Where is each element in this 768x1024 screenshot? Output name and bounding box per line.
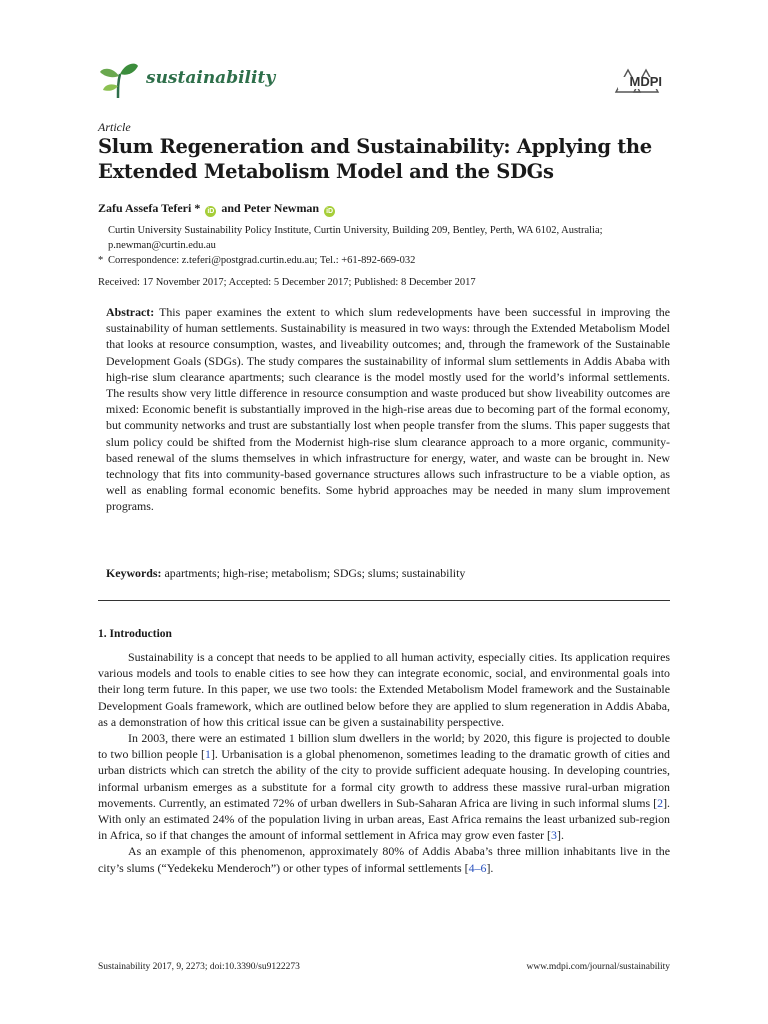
correspondence-marker: * [98, 255, 104, 266]
divider [98, 600, 670, 601]
author-list [98, 201, 337, 217]
paragraph-text: ]. [556, 828, 564, 843]
section-heading: 1. Introduction [98, 628, 172, 640]
correspondence: Correspondence: z.teferi@postgrad.curtin.edu.au; Tel.: +61-892-669-032 [108, 255, 416, 266]
correspondence-line [98, 253, 670, 268]
keywords-label: Keywords: [106, 566, 162, 580]
abstract [106, 304, 670, 515]
sprout-logo-icon [98, 60, 140, 100]
author-name: Zafu Assefa Teferi * [98, 201, 201, 215]
footer-citation: Sustainability 2017, 9, 2273; doi:10.3390/su9122273 [98, 962, 300, 972]
publisher-name: MDPI [629, 74, 662, 89]
citation-link[interactable]: 4–6 [468, 860, 487, 875]
keywords-text: apartments; high-rise; metabolism; SDGs; slums; sustainability [164, 566, 466, 580]
article-type: Article [98, 120, 131, 134]
affiliation: Curtin University Sustainability Policy Institute, Curtin University, Building 209, Bentley, Perth, WA 6102, Australia; p.newman@curtin.edu.au [108, 225, 603, 251]
paragraph-text: As an example of this phenomenon, approximately 80% of Addis Ababa’s three million inhabitants live in the city’s slums (“Yedekeku Menderoch”) or other types of informal settlements [ [98, 844, 670, 875]
affiliation-block [98, 223, 670, 268]
paragraph-text: ]. With only an estimated 24% of the population living in urban areas, East Africa remains the least urbanized sub-region in Africa, so if that changes the amount of informal settlement in Africa may grow even faster [ [98, 795, 670, 843]
section-body [98, 649, 670, 876]
publication-dates: Received: 17 November 2017; Accepted: 5 December 2017; Published: 8 December 2017 [98, 277, 476, 288]
citation-link[interactable]: 2 [657, 795, 664, 810]
journal-header [98, 60, 670, 100]
author-name: and Peter Newman [221, 201, 320, 215]
orcid-icon[interactable]: iD [207, 208, 215, 215]
paragraph [98, 843, 670, 875]
paragraph [98, 730, 670, 843]
paragraph-text: ]. Urbanisation is a global phenomenon, sometimes leading to the dramatic growth of cities and urban districts which can stretch the ability of the city to provide sufficient adequate housing. In developing countries, informal urbanism emerges as a substitute for a formal city growth to address these massive rural-urban migration movements. Currently, an estimated 72% of urban dwellers in Sub-Saharan Africa are living in such informal slums [ [98, 747, 670, 810]
paragraph: Sustainability is a concept that needs to be applied to all human activity, especially cities. Its application requires various models and tools to enable cities to see how they can integrate economic, social, and environmental goals into their long term future. In this paper, we use two tools: the Extended Metabolism Model framework and the Sustainable Development Goals framework, which are outlined below before they are applied to slum regeneration in Addis Ababa, as a demonstration of how this critical issue can be given a sustainability perspective. [98, 650, 670, 729]
keywords [106, 566, 670, 581]
citation-link[interactable]: 1 [205, 747, 211, 762]
article-title: Slum Regeneration and Sustainability: Applying the Extended Metabolism Model and the SDGs [98, 135, 652, 183]
abstract-text: This paper examines the extent to which slum redevelopments have been successful in improving the sustainability of human settlements. Sustainability is measured in two ways: through the Extended Metabolism Model that looks at resource consumption, wastes, and liveability outcomes; and, through the framework of the Sustainable Development Goals (SDGs). The study compares the sustainability of informal slum settlements in Addis Ababa with high-rise slum clearance apartments; such clearance is the model mostly used for the world’s informal settlements. The results show very little difference in resource consumption and waste produced but show liveability outcomes are mixed: Economic benefit is substantially improved in the high-rise areas due to becoming part of the formal economy, but community networks and trust are substantially lost when people transfer from the slums. This paper suggests that slum policy could be shifted from the Modernist high-rise slum clearance approach to a more organic, community-based renewal of the slums themselves in which infrastructure for energy, water, and waste can be brought in. New technology that fits into community-based governance structures allows such infrastructure to be a viable option, as well as enabling formal economic benefits. Some hybrid approaches may be needed in many slum improvement programs. [106, 305, 671, 514]
footer-url[interactable]: www.mdpi.com/journal/sustainability [526, 962, 670, 972]
paragraph-text: ]. [486, 860, 494, 875]
abstract-label: Abstract: [106, 305, 155, 319]
citation-link[interactable]: 3 [551, 828, 557, 843]
orcid-icon[interactable]: iD [326, 208, 334, 215]
journal-name: sustainability [146, 68, 276, 88]
paragraph-text: In 2003, there were an estimated 1 billion slum dwellers in the world; by 2020, this figure is projected to double to two billion people [ [98, 731, 670, 762]
